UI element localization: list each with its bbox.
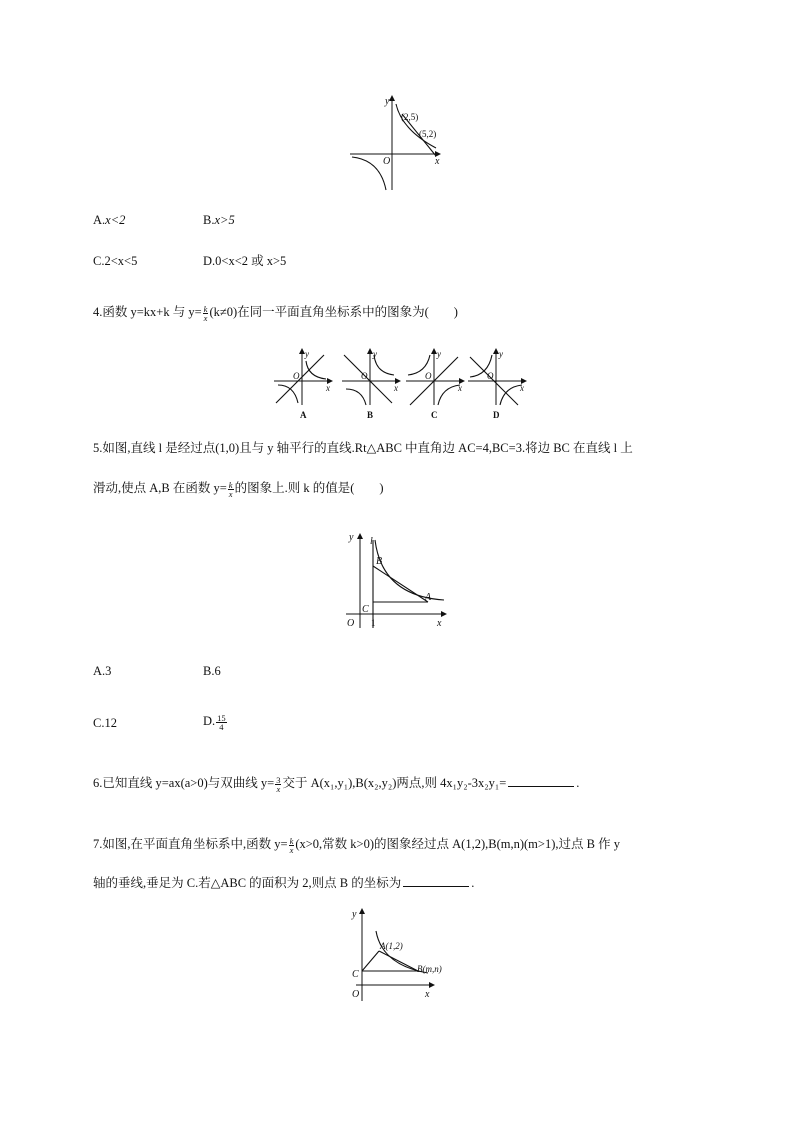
option-text: x<2: [105, 213, 126, 227]
q5-text-a: 滑动,使点 A,B 在函数 y=: [93, 481, 227, 495]
question-number: 4: [93, 305, 100, 319]
q4-graph-a[interactable]: [272, 345, 334, 423]
svg-text:O: O: [293, 371, 300, 381]
x-label: x: [435, 156, 440, 167]
svg-text:x: x: [520, 383, 524, 393]
segment-ba: [373, 566, 428, 602]
q7-question-line2: [93, 874, 474, 892]
option-letter: B.: [203, 213, 215, 227]
q4-text-b: (k≠0)在同一平面直角坐标系中的图象为( ): [209, 305, 458, 319]
hyperbola-branch-1: [396, 104, 436, 148]
q5-graph: [340, 530, 452, 630]
svg-text:y: y: [499, 349, 503, 359]
origin-label: O: [383, 156, 391, 167]
option-text: 3: [105, 664, 112, 678]
top-graph: [340, 90, 450, 195]
svg-text:B: B: [376, 556, 383, 567]
q4-graph-c[interactable]: [404, 345, 466, 423]
svg-text:x: x: [437, 618, 442, 629]
fraction: $\frac{15}{4}$: [217, 712, 226, 732]
fraction: $\frac{k}{x}$: [289, 835, 294, 855]
q7-text-c: 轴的垂线,垂足为 C.若△ABC 的面积为 2,则点 B 的坐标为: [93, 876, 402, 890]
svg-text:y: y: [373, 349, 377, 359]
q6-text-c: .: [576, 776, 580, 790]
fraction: $\frac{k}{x}$: [203, 303, 208, 323]
q5-text-line1: 如图,直线 l 是经过点(1,0)且与 y 轴平行的直线.Rt△ABC 中直角边 AC=4,BC=3.将边 BC 在直线 l 上: [102, 441, 633, 455]
option-text: 12: [104, 716, 117, 730]
q5-question-line1: 5.如图,直线 l 是经过点(1,0)且与 y 轴平行的直线.Rt△ABC 中直角边 AC=4,BC=3.将边 BC 在直线 l 上: [93, 441, 633, 455]
q7-text-a: 如图,在平面直角坐标系中,函数 y=: [102, 837, 288, 851]
q7-question-line1: 7.如图,在平面直角坐标系中,函数 y= $\frac{k}{x}$ (x>0,常数 k>0)的图象经过点 A(1,2),B(m,n)(m>1),过点 B 作 y: [93, 835, 620, 855]
option-text: 2<x<5: [104, 254, 138, 268]
svg-text:O: O: [487, 371, 494, 381]
svg-text:x: x: [394, 383, 398, 393]
svg-text:C: C: [362, 604, 369, 615]
answer-blank[interactable]: [403, 874, 469, 887]
q7-text-d: .: [471, 876, 475, 890]
svg-text:O: O: [361, 371, 368, 381]
svg-text:C: C: [352, 969, 359, 980]
y-label: y: [385, 96, 390, 107]
svg-text:l: l: [370, 536, 373, 547]
svg-text:1: 1: [371, 618, 376, 628]
svg-text:B(m,n): B(m,n): [417, 964, 442, 974]
option-text: x>5: [214, 213, 235, 227]
q3-option-a[interactable]: [93, 211, 125, 229]
svg-text:A: A: [425, 592, 432, 603]
question-number: 5: [93, 441, 100, 455]
hyperbola: [375, 540, 444, 600]
q6-text-a: 已知直线 y=ax(a>0)与双曲线 y=: [102, 776, 275, 790]
svg-text:y: y: [352, 909, 357, 920]
svg-text:y: y: [349, 532, 354, 543]
q3-option-b[interactable]: [203, 211, 235, 229]
option-letter: B.: [203, 664, 215, 678]
q5-text-b: 的图象上.则 k 的值是( ): [234, 481, 384, 495]
option-text: 6: [214, 664, 221, 678]
option-letter: A.: [93, 213, 106, 227]
q5-option-b[interactable]: [203, 662, 221, 680]
option-letter: D.: [203, 254, 216, 268]
q4-graph-d[interactable]: [466, 345, 528, 423]
q5-option-c[interactable]: [93, 714, 117, 732]
svg-text:y: y: [305, 349, 309, 359]
q7-text-b: (x>0,常数 k>0)的图象经过点 A(1,2),B(m,n)(m>1),过点 B 作 y: [295, 837, 620, 851]
svg-text:O: O: [347, 618, 355, 629]
q5-question-line2: [93, 479, 384, 498]
graph-label: A: [300, 410, 307, 420]
graph-label: B: [367, 410, 374, 420]
question-number: 7: [93, 837, 100, 851]
option-text: 0<x<2 或 x>5: [215, 254, 287, 268]
point1-label: (2,5): [401, 112, 419, 122]
q3-option-c[interactable]: [93, 252, 137, 270]
graph-label: C: [431, 410, 438, 420]
q6-question: 6.已知直线 y=ax(a>0)与双曲线 y= $\frac{3}{x}$ 交于 A(x₁,y₁),B(x₂,y₂)两点,则 4x₁y₂-3x₂y₁= .: [93, 774, 580, 794]
hyperbola-branch-2: [352, 157, 386, 190]
svg-text:O: O: [425, 371, 432, 381]
q7-graph: [342, 905, 442, 1005]
answer-blank[interactable]: [508, 774, 574, 787]
fraction: $\frac{k}{x}$: [228, 479, 233, 499]
svg-text:y: y: [437, 349, 441, 359]
option-letter: A.: [93, 664, 106, 678]
svg-text:O: O: [352, 989, 360, 1000]
svg-text:x: x: [425, 989, 430, 1000]
segment-ab: [379, 951, 418, 971]
q6-text-b: 交于 A(x₁,y₁),B(x₂,y₂)两点,则 4x₁y₂-3x₂y₁=: [282, 776, 507, 790]
q5-option-a[interactable]: [93, 662, 111, 680]
q3-option-d[interactable]: [203, 252, 286, 270]
segment-ca: [362, 951, 379, 971]
q4-text-a: 函数 y=kx+k 与 y=: [102, 305, 202, 319]
q4-question: 4.函数 y=kx+k 与 y= $\frac{k}{x}$ (k≠0)在同一平面直角坐标系中的图象为( ): [93, 303, 458, 323]
fraction: $\frac{3}{x}$: [276, 774, 281, 794]
question-number: 6: [93, 776, 100, 790]
point2-label: (5,2): [419, 129, 437, 139]
option-letter: C.: [93, 254, 105, 268]
graph-label: D: [493, 410, 500, 420]
q4-graph-b[interactable]: [340, 345, 402, 423]
q5-option-d[interactable]: [203, 712, 228, 731]
option-letter: C.: [93, 716, 105, 730]
svg-text:x: x: [326, 383, 330, 393]
svg-text:A(1,2): A(1,2): [380, 941, 403, 951]
option-letter: D.: [203, 714, 216, 728]
svg-text:x: x: [458, 383, 462, 393]
